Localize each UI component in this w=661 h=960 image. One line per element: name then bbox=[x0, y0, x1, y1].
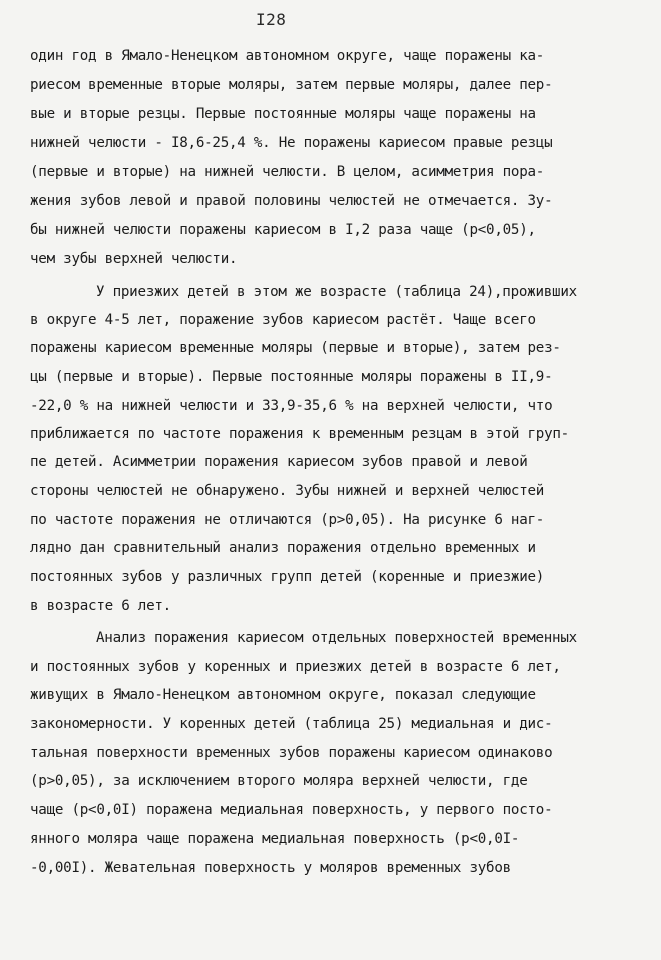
text-line: чем зубы верхней челюсти. bbox=[30, 251, 238, 267]
text-line: У приезжих детей в этом же возрасте (таблица 24),проживших bbox=[96, 284, 577, 300]
text-line: по частоте поражения не отличаются (р>0,05). На рисунке 6 наг- bbox=[30, 512, 545, 528]
text-line: (р>0,05), за исключением второго моляра верхней челюсти, где bbox=[30, 773, 528, 789]
text-line: -22,0 % на нижней челюсти и 33,9-35,6 % на верхней челюсти, что bbox=[30, 398, 553, 414]
text-line: тальная поверхности временных зубов поражены кариесом одинаково bbox=[30, 745, 553, 761]
text-line: янного моляра чаще поражена медиальная поверхность (р<0,0I- bbox=[30, 831, 520, 847]
text-line: в округе 4-5 лет, поражение зубов кариесом растёт. Чаще всего bbox=[30, 312, 536, 328]
text-line: один год в Ямало-Ненецком автономном округе, чаще поражены ка- bbox=[30, 48, 545, 64]
text-line: чаще (р<0,0I) поражена медиальная поверхность, у первого посто- bbox=[30, 802, 553, 818]
text-line: (первые и вторые) на нижней челюсти. В целом, асимметрия пора- bbox=[30, 164, 545, 180]
text-line: стороны челюстей не обнаружено. Зубы нижней и верхней челюстей bbox=[30, 483, 545, 499]
page-number: I28 bbox=[256, 10, 287, 29]
text-line: жения зубов левой и правой половины челюстей не отмечается. Зу- bbox=[30, 193, 553, 209]
text-line: -0,00I). Жевательная поверхность у моляров временных зубов bbox=[30, 860, 511, 876]
text-line: поражены кариесом временные моляры (первые и вторые), затем рез- bbox=[30, 340, 561, 356]
text-line: вые и вторые резцы. Первые постоянные моляры чаще поражены на bbox=[30, 106, 536, 122]
text-line: цы (первые и вторые). Первые постоянные моляры поражены в II,9- bbox=[30, 369, 553, 385]
text-line: закономерности. У коренных детей (таблица 25) медиальная и дис- bbox=[30, 716, 553, 732]
text-line: и постоянных зубов у коренных и приезжих детей в возрасте 6 лет, bbox=[30, 659, 561, 675]
text-line: постоянных зубов у различных групп детей (коренные и приезжие) bbox=[30, 569, 545, 585]
text-line: лядно дан сравнительный анализ поражения отдельно временных и bbox=[30, 540, 536, 556]
text-line: риесом временные вторые моляры, затем первые моляры, далее пер- bbox=[30, 77, 553, 93]
text-line: в возрасте 6 лет. bbox=[30, 598, 171, 614]
text-line: приближается по частоте поражения к временным резцам в этой груп- bbox=[30, 426, 569, 442]
text-line: нижней челюсти - I8,6-25,4 %. Не поражены кариесом правые резцы bbox=[30, 135, 553, 151]
text-line: живущих в Ямало-Ненецком автономном округе, показал следующие bbox=[30, 687, 536, 703]
text-line: Анализ поражения кариесом отдельных поверхностей временных bbox=[96, 630, 577, 646]
text-line: бы нижней челюсти поражены кариесом в I,2 раза чаще (р<0,05), bbox=[30, 222, 536, 238]
text-line: пе детей. Асимметрии поражения кариесом зубов правой и левой bbox=[30, 454, 528, 470]
